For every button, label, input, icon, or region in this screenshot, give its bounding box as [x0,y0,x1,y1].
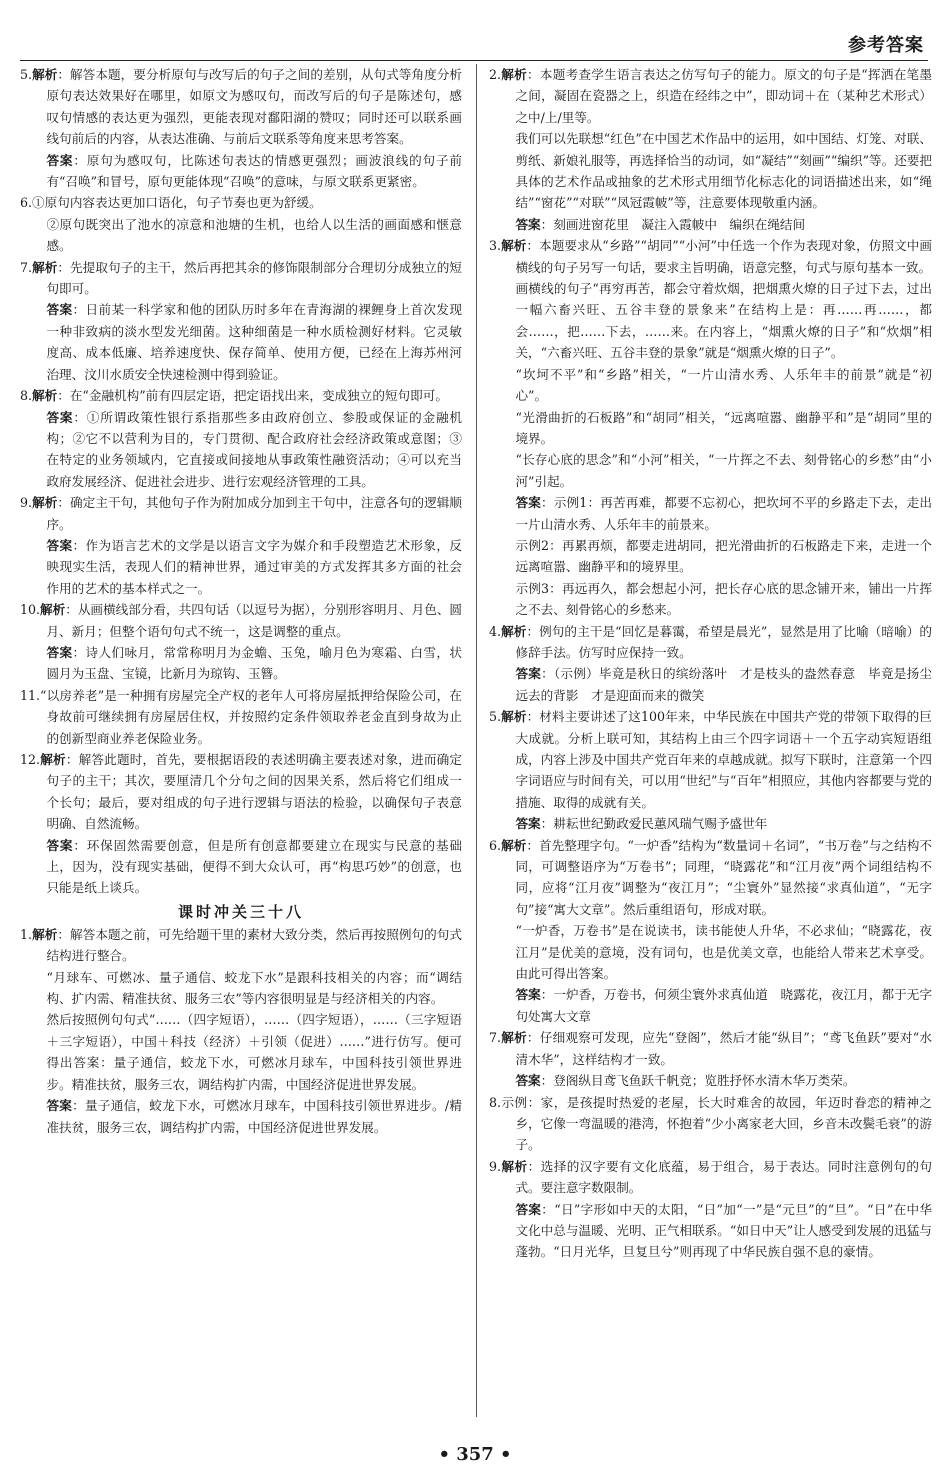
answer-item [20,749,462,899]
answer-first-paragraph [20,192,462,213]
label-analysis: 解析 [32,495,58,511]
question-number: 7. [489,1030,502,1046]
answer-first-paragraph [20,924,462,967]
answer-paragraph [20,214,462,257]
answer-item [20,924,462,1138]
paragraph-text: “一炉香，万卷书”是在说读书，读书能使人升华，不必求仙；“晓露花，夜江月”是优美的意境，没有词句，也是优美文章，也能给人带来艺术享受。由此可得出答案。 [515,923,932,982]
label-analysis: 解析 [32,259,58,275]
answer-first-paragraph [489,64,932,128]
answer-paragraph [20,1009,462,1095]
label-answer: 答案 [46,837,74,853]
answer-first-paragraph [20,64,462,150]
answer-paragraph [489,535,932,578]
section-title: 课时冲关三十八 [177,902,304,921]
label-answer: 答案 [515,495,541,511]
answer-first-paragraph [20,385,462,406]
page-header [20,30,928,61]
answer-item [20,385,462,492]
label-analysis: 解析 [501,67,528,82]
question-number: 8. [20,388,33,404]
paragraph-text: ：作为语言艺术的文学是以语言文字为媒介和手段塑造艺术形象，反映现实生活，表现人们的精神世界，通过审美的方式发挥其多方面的社会作用的艺术的基本样式之一。 [46,537,463,596]
paragraph-text: ②原句既突出了池水的凉意和池塘的生机，也给人以生活的画面感和惬意感。 [46,216,462,254]
answer-first-paragraph [489,835,932,921]
answer-text: 示例：家，是孩提时热爱的老屋，长大时难舍的故园，年迈时眷恋的精神之乡，它像一弯温暖的港湾，怀抱着“少小离家老大回，乡音未改鬓毛衰”的游子。 [501,1094,932,1153]
answer-item [489,706,932,834]
answer-first-paragraph [20,257,462,300]
label-answer: 答案 [46,152,74,168]
question-number: 10. [20,602,41,618]
answer-text: ：首先整理字句。“一炉香”结构为“数量词＋名词”，“书万卷”与之结构不同，可调整语序为“万卷书”；同理，“晓露花”和“江月夜”两个词组结构不同，应将“江月夜”调整为“夜江月”；“尘寰外”显然接“求真仙道”，“无字句”接“寓大文章”。然后重组语句，形成对联。 [515,837,932,917]
label-analysis: 解析 [40,602,66,618]
answer-text: ：解答本题，要分析原句与改写后的句子之间的差别，从句式等角度分析原句表达效果好在哪里，如原文为感叹句，而改写后的句子是陈述句，感叹句情感的表达更为强烈，更能表现对鄱阳湖的赞叹；同时还可以联系画线句前后的内容，从表达准确、与前后文联系等角度来思考答案。 [46,67,463,147]
label-analysis: 解析 [501,1158,528,1174]
question-number: 1. [20,926,33,942]
paragraph-text: ：日前某一科学家和他的团队历时多年在青海湖的裸鲤身上首次发现一种非致病的淡水型发光细菌。这种细菌是一种水质检测好材料。它灵敏度高、成本低廉、培养速度快、保存简单、使用方便，已经在上海苏州河治理、汶川水质安全快速检测中得到验证。 [46,302,463,382]
header-title: 参考答案 [848,35,924,56]
answer-item [20,192,462,256]
answer-first-paragraph [489,1027,932,1070]
paragraph-text: ：①所谓政策性银行系指那些多由政府创立、参股或保证的金融机构；②它不以营利为目的，专门贯彻、配合政府社会经济政策或意图；③在特定的业务领域内，它直接或间接地从事政策性融资活动；④可以充当政府发展经济、促进社会进步、进行宏观经济管理的工具。 [46,409,463,489]
paragraph-text: 然后按照例句句式“……（四字短语），……（四字短语），……（三字短语＋三字短语），中国＋科技（经济）＋引领（促进）……”进行仿写。便可得出答案：量子通信，蛟龙下水，可燃冰月球车，中国科技引领世界进步。精准扶贫，服务三农，调结构扩内需，中国经济促进世界发展。 [46,1012,462,1092]
answer-paragraph [20,407,462,493]
answer-item [489,1027,932,1091]
paragraph-text: 示例3：再远再久，都会想起小河，把长存心底的思念铺开来，铺出一片挥之不去、刻骨铭心的乡愁来。 [515,580,932,618]
label-analysis: 解析 [32,926,58,942]
label-analysis: 解析 [501,709,527,725]
question-number: 11. [20,687,41,703]
answer-item [489,621,932,707]
answer-item [489,64,932,235]
question-number: 9. [489,1158,502,1174]
answer-paragraph [489,984,932,1027]
answer-text: ：解答本题之前，可先给题干里的素材大致分类，然后再按照例句的句式结构进行整合。 [46,926,463,964]
answer-first-paragraph [489,1092,932,1156]
paragraph-text: 我们可以先联想“红色”在中国艺术作品中的运用，如中国结、灯笼、对联、剪纸、新娘礼服等，再选择恰当的动词，如“凝结”“刻画”“编织”等。还要把具体的艺术作品或抽象的艺术形式用细节化标志化的词语描述出来，如“绳结”“窗花”“对联”“凤冠霞帔”等，注意要体现敬重内涵。 [515,131,932,211]
answer-text: ：本题要求从“乡路”“胡同”“小河”中任选一个作为表现对象，仿照文中画横线的句子另写一句话，要求主旨明确，语意完整，句式与原句基本一致。 [515,238,932,275]
paragraph-text: ：登阁纵目鸢飞鱼跃千帆竞；览胜抒怀水清木华万类荣。 [540,1073,856,1089]
answer-text: ：材料主要讲述了这100年来，中华民族在中国共产党的带领下取得的巨大成就。分析上联可知，其结构上由三个四字词语＋一个五字动宾短语组成，内容上涉及中国共产党百年来的卓越成就。拟写下联时，注意第一个四字词语应与时间有关，可以用“世纪”与“百年”相照应，其他内容都要与党的措施、取得的成就有关。 [515,709,932,810]
label-analysis: 解析 [40,752,66,767]
answer-paragraph [489,364,932,407]
answer-text: ：先提取句子的主干，然后再把其余的修饰限制部分合理切分成独立的短句即可。 [46,259,463,297]
answer-text: ：解答此题时，首先，要根据语段的表述明确主要表述对象，进而确定句子的主干；其次，要厘清几个分句之间的因果关系，然后将它们组成一个长句；最后，要对组成的句子进行逻辑与语法的检验，以确保句子表意明确、自然流畅。 [46,752,463,832]
answer-paragraph [20,299,462,385]
label-answer: 答案 [46,409,74,425]
paragraph-text: “光滑曲折的石板路”和“胡同”相关，“远离喧嚣、幽静平和”是“胡同”里的境界。 [515,409,932,446]
label-answer: 答案 [515,1073,541,1089]
label-answer: 答案 [515,987,541,1003]
answer-text: ：仔细观察可发现，应先“登阁”，然后才能“纵目”；“鸢飞鱼跃”要对“水清木华”，这样结构才一致。 [515,1030,933,1067]
answer-paragraph [489,128,932,214]
label-answer: 答案 [46,644,73,660]
label-analysis: 解析 [501,623,527,639]
answer-paragraph [489,663,932,706]
answer-item [489,835,932,1028]
paragraph-text: ：“日”字形如中天的太阳，“日”加“一”是“元旦”的“旦”。“日”在中华文化中总与温暖、光明、正气相联系。“如日中天”让人感受到发展的迅猛与蓬勃。“日月光华，旦复旦兮”则再现了中华民族自强不息的豪情。 [515,1201,932,1260]
answer-first-paragraph [489,1156,932,1199]
answer-item [20,257,462,385]
label-answer: 答案 [515,1201,542,1217]
answer-paragraph [20,1095,462,1138]
answer-first-paragraph [20,685,462,749]
paragraph-text: “长存心底的思念”和“小河”相关，“一片挥之不去、刻骨铭心的乡愁”由“小河”引起。 [515,452,932,489]
answer-item [20,685,462,749]
answer-paragraph [20,535,462,599]
answer-text: ：选择的汉字要有文化底蕴，易于组合，易于表达。同时注意例句的句式。要注意字数限制。 [515,1158,933,1196]
answer-item [20,492,462,599]
paragraph-text: ：示例1：再苦再难，都要不忘初心，把坎坷不平的乡路走下去，走出一片山清水秀、人乐年丰的前景来。 [515,495,933,532]
question-number: 12. [20,752,41,767]
answer-text: ①原句内容表达更加口语化，句子节奏也更为舒缓。 [32,195,322,211]
label-answer: 答案 [515,666,542,682]
answer-first-paragraph [489,621,932,664]
answer-paragraph [20,642,462,685]
answer-first-paragraph [489,706,932,813]
right-column [489,64,932,1263]
answer-paragraph [20,150,462,193]
answer-item [489,1156,932,1263]
answer-first-paragraph [20,492,462,535]
paragraph-text: ：刻画进窗花里 凝注入霞帔中 编织在绳结间 [540,216,806,232]
answer-text: “以房养老”是一种拥有房屋完全产权的老年人可将房屋抵押给保险公司，在身故前可继续拥有房屋居住权，并按照约定条件领取养老金直到身故为止的创新型商业养老保险业务。 [40,687,462,746]
question-number: 7. [20,259,33,275]
label-analysis: 解析 [501,1030,527,1046]
answer-paragraph [489,920,932,984]
answer-item [489,1092,932,1156]
label-answer: 答案 [46,537,73,553]
question-number: 6. [489,837,502,853]
answer-paragraph [489,407,932,450]
answer-paragraph [20,967,462,1010]
answer-item [20,599,462,685]
answer-text: ：从画横线部分看，共四句话（以逗号为据），分别形容明月、月色、圆月、新月；但整个语句句式不统一，这是调整的重点。 [46,602,463,639]
answer-paragraph [489,492,932,535]
label-answer: 答案 [515,216,541,232]
answer-paragraph [489,813,932,834]
answer-text: ：确定主干句，其他句子作为附加成分加到主干句中，注意各句的逻辑顺序。 [46,495,463,532]
paragraph-text: ：耕耘世纪勤政爱民蕙风瑞气赐予盛世年 [540,816,768,832]
question-number: 5. [489,709,502,725]
answer-text: ：在“金融机构”前有四层定语，把定语找出来，变成独立的短句即可。 [57,388,448,404]
answer-item [489,235,932,620]
label-analysis: 解析 [32,67,58,82]
paragraph-text: ：（示例）毕竟是秋日的缤纷落叶 才是枝头的盎然春意 毕竟是扬尘远去的背影 才是迎面而来的微笑 [515,666,932,703]
answer-paragraph [489,1070,932,1091]
question-number: 3. [489,238,502,254]
paragraph-text: “坎坷不平”和“乡路”相关，“一片山清水秀、人乐年丰的前景”就是“初心”。 [515,366,932,404]
answer-paragraph [489,1199,932,1263]
page-number: • 357 • [438,1444,512,1465]
answer-first-paragraph [20,599,462,642]
answer-item [20,64,462,192]
answer-paragraph [489,214,932,235]
paragraph-text: 画横线的句子“再穷再苦，都会守着炊烟，把烟熏火燎的日子过下去，过出一幅六畜兴旺、五谷丰登的景象来”在结构上是：再……再……，都会……，把……下去，……来。在内容上，“烟熏火燎的日子”和“炊烟”相关，“六畜兴旺、五谷丰登的景象”就是“烟熏火燎的日子”。 [515,281,932,361]
question-number: 9. [20,495,33,511]
answer-first-paragraph [489,235,932,278]
label-analysis: 解析 [32,388,58,404]
answer-paragraph [489,449,932,492]
label-answer: 答案 [515,816,541,832]
question-number: 6. [20,195,33,211]
paragraph-text: “月球车、可燃冰、量子通信、蛟龙下水”是跟科技相关的内容；而“调结构、扩内需、精准扶贫、服务三农”等内容很明显是与经济相关的内容。 [46,969,462,1007]
column-divider [476,64,477,1417]
paragraph-text: ：一炉香，万卷书，何须尘寰外求真仙道 晓露花，夜江月，都于无字句处寓大文章 [515,987,933,1024]
left-column [20,64,462,1138]
paragraph-text: ：量子通信，蛟龙下水，可燃冰月球车，中国科技引领世界进步。/精准扶贫，服务三农，调结构扩内需，中国经济促进世界发展。 [46,1098,463,1135]
answer-text: ：本题考查学生语言表达之仿写句子的能力。原文的句子是“挥洒在笔墨之间，凝固在瓷器之上，织造在经纬之中”，即动词＋在（某种艺术形式）之中/上/里等。 [515,67,932,125]
paragraph-text: 示例2：再累再烦，都要走进胡同，把光滑曲折的石板路走下来，走进一个远离喧嚣、幽静平和的境界里。 [515,537,932,575]
question-number: 8. [489,1094,502,1110]
answer-first-paragraph [20,749,462,835]
answer-paragraph [20,835,462,899]
paragraph-text: ：环保固然需要创意，但是所有创意都要建立在现实与民意的基础上，因为，没有现实基础，便得不到大众认可，再“构思巧妙”的创意，也只能是纸上谈兵。 [46,837,463,896]
answer-paragraph [489,578,932,621]
label-answer: 答案 [46,1098,73,1114]
answer-paragraph [489,278,932,364]
answer-text: ：例句的主干是“回忆是暮霭，希望是晨光”，显然是用了比喻（暗喻）的修辞手法。仿写时应保持一致。 [515,623,932,660]
paragraph-text: ：诗人们咏月，常常称明月为金蟾、玉兔，喻月色为寒霜、白雪，状圆月为玉盘、宝镜，比新月为琼钩、玉簪。 [46,644,463,682]
label-answer: 答案 [46,302,73,318]
paragraph-text: ：原句为感叹句，比陈述句表达的情感更强烈；画波浪线的句子前有“召唤”和冒号，原句更能体现“召唤”的意味，与原文联系更紧密。 [46,152,463,190]
question-number: 4. [489,623,502,639]
label-analysis: 解析 [501,837,527,853]
label-analysis: 解析 [501,238,527,254]
question-number: 5. [20,67,33,82]
question-number: 2. [489,67,502,82]
